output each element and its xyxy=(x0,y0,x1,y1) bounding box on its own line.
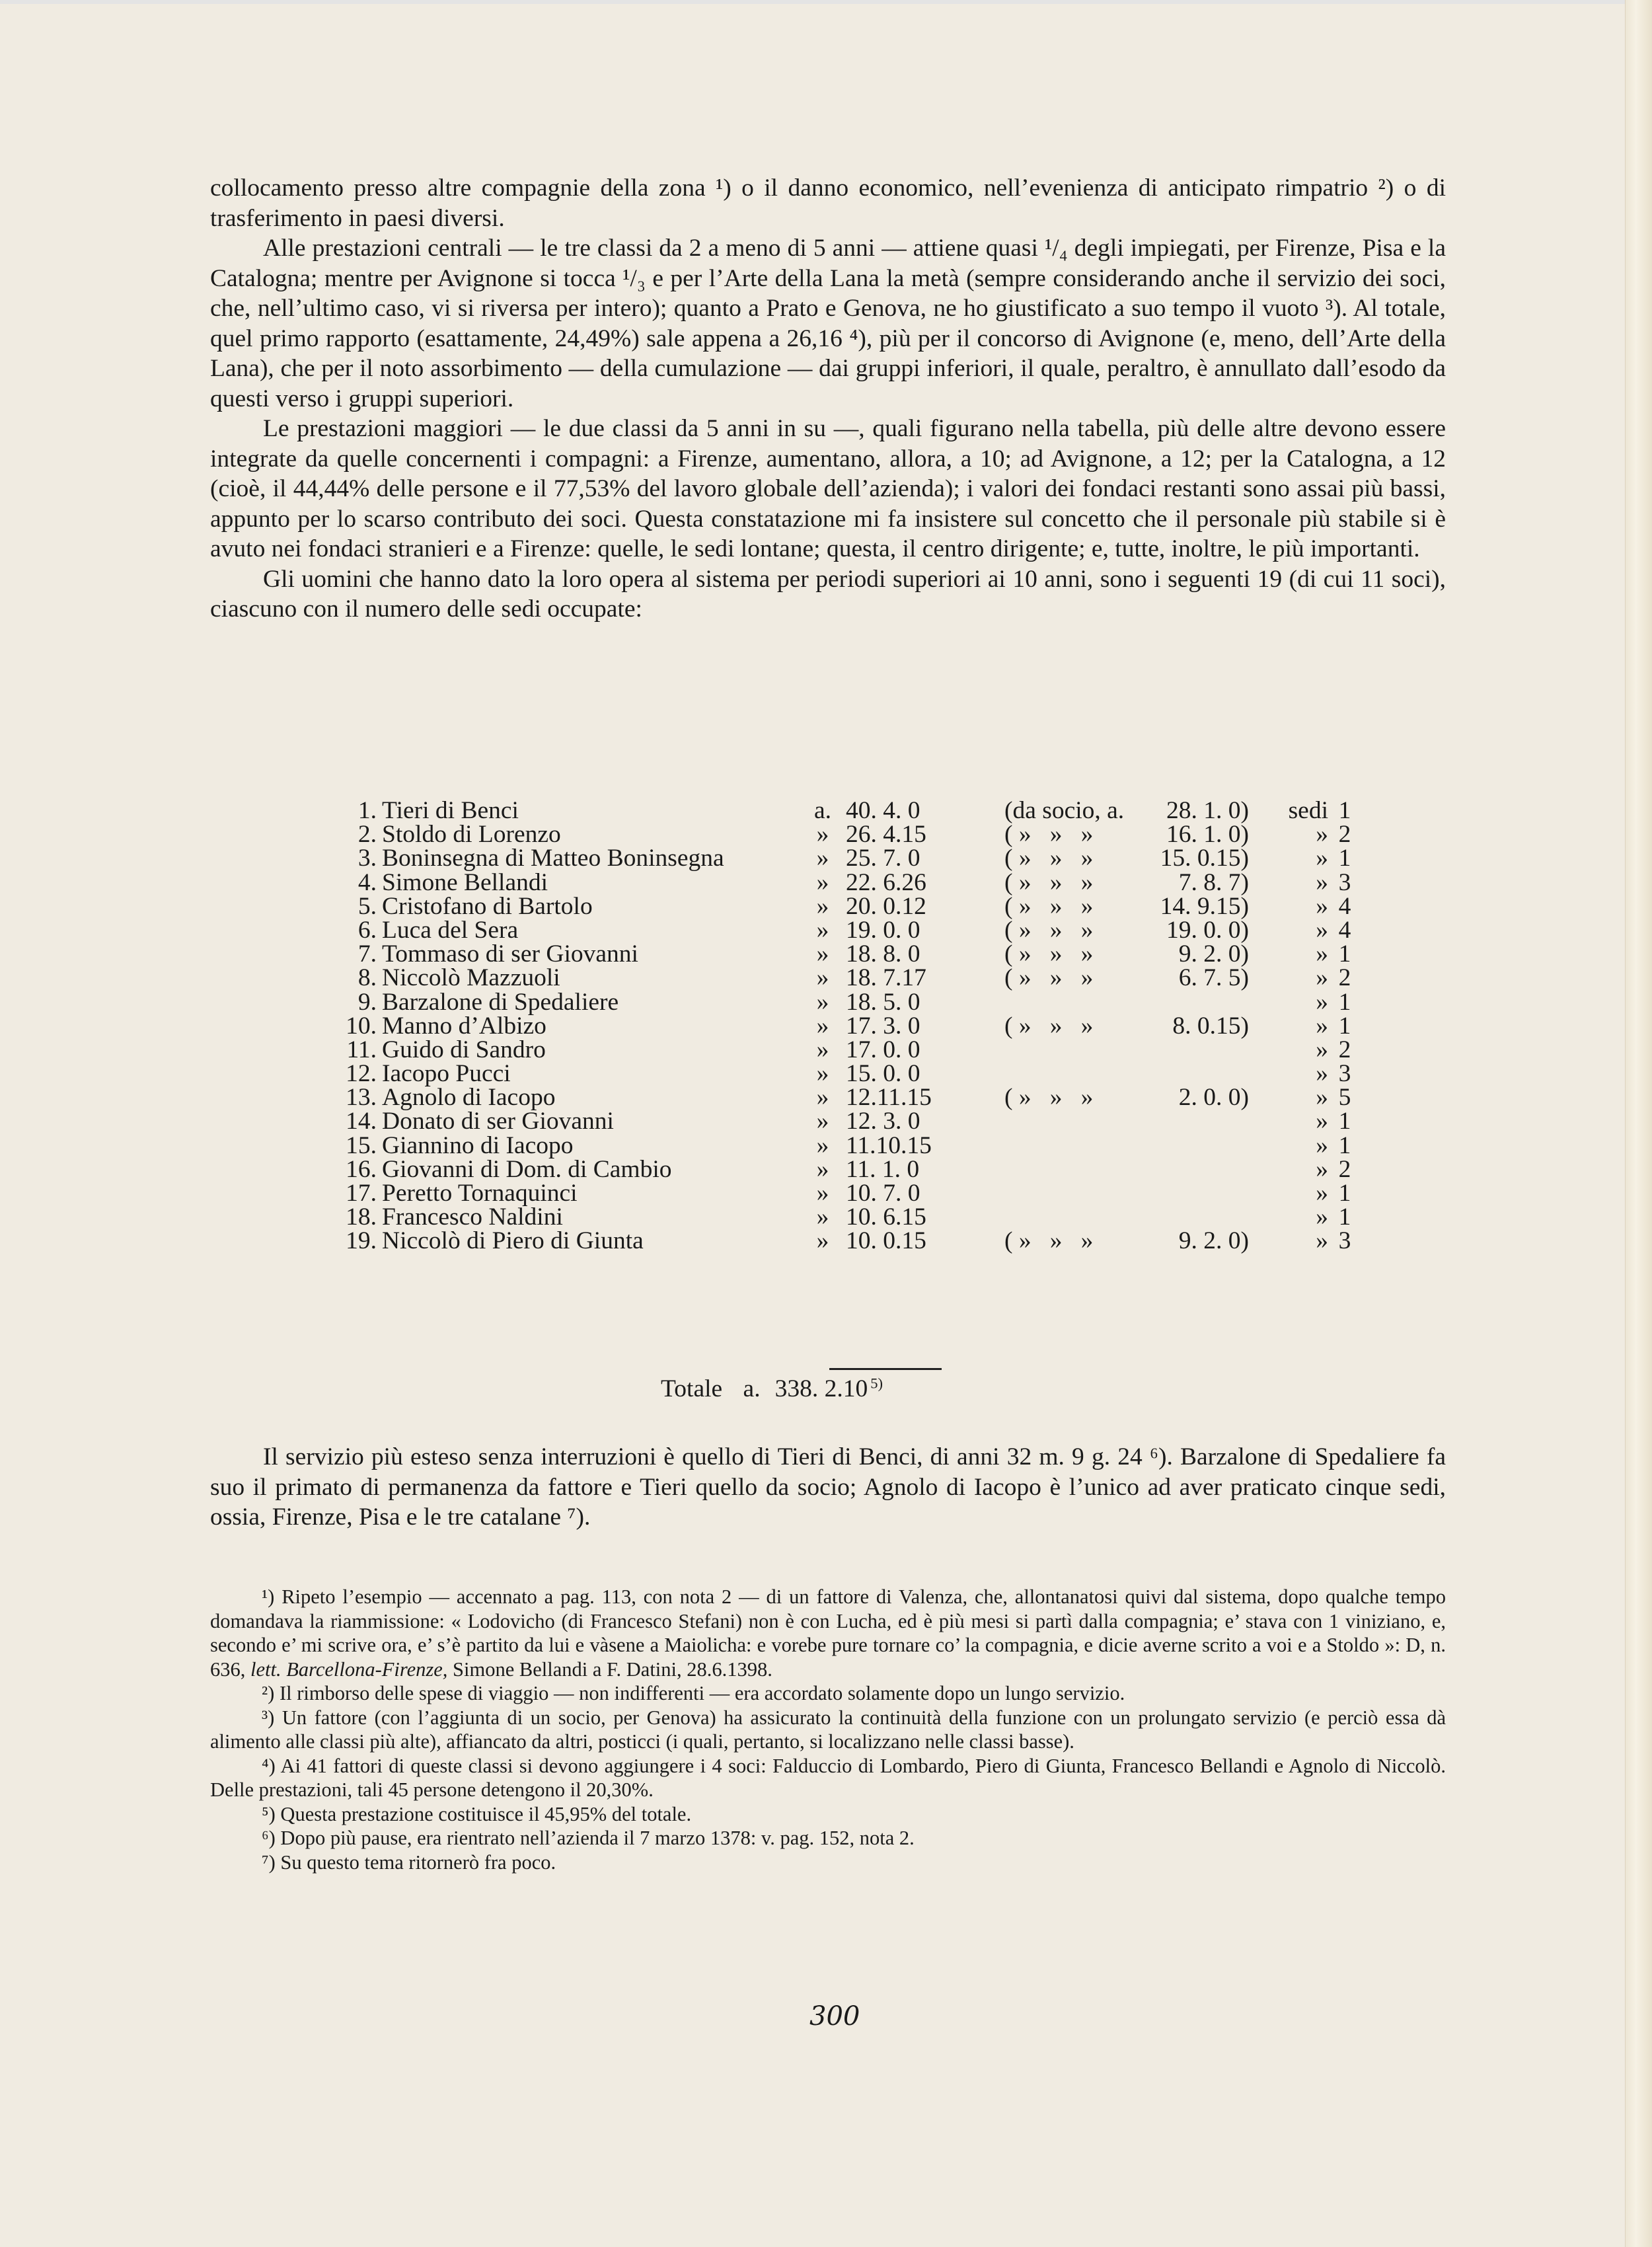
table-row xyxy=(324,820,1381,849)
row-number: 14. xyxy=(346,1108,377,1135)
footnote-tail: Simone Bellandi a F. Datini, 28.6.1398. xyxy=(447,1657,772,1681)
row-number: 10. xyxy=(346,1012,377,1040)
row-number: 8. xyxy=(357,964,377,992)
person-name: Niccolò di Piero di Giunta xyxy=(382,1227,644,1255)
service-duration: 15. 0. 0 xyxy=(846,1060,920,1088)
sedi-label: » xyxy=(1316,916,1328,944)
sedi-label: » xyxy=(1316,1155,1328,1183)
socio-duration: 8. 0.15) xyxy=(1172,1012,1249,1040)
sedi-count: 4 xyxy=(1338,892,1351,920)
duration-unit: » xyxy=(816,1227,829,1255)
sedi-count: 3 xyxy=(1338,1060,1351,1088)
person-name: Cristofano di Bartolo xyxy=(382,892,593,920)
table-row xyxy=(324,868,1381,896)
sedi-count: 4 xyxy=(1338,916,1351,944)
sedi-count: 1 xyxy=(1338,1180,1351,1207)
footnote-mark: ⁶) xyxy=(262,1827,276,1849)
footnote-text: Dopo più pause, era rientrato nell’azienda il 7 marzo 1378: v. pag. 152, nota 2. xyxy=(280,1827,915,1849)
socio-label: ( » » » xyxy=(1004,1227,1094,1255)
sedi-count: 2 xyxy=(1338,1036,1351,1063)
row-number: 1. xyxy=(357,797,377,824)
row-number: 2. xyxy=(357,821,377,849)
sedi-label: » xyxy=(1316,1108,1328,1135)
duration-unit: » xyxy=(816,1012,829,1040)
person-name: Boninsegna di Matteo Boninsegna xyxy=(382,845,724,872)
row-number: 15. xyxy=(346,1131,377,1159)
socio-duration: 16. 1. 0) xyxy=(1166,821,1249,849)
socio-duration: 9. 2. 0) xyxy=(1178,1227,1249,1255)
row-number: 4. xyxy=(357,868,377,896)
page-binding-edge xyxy=(1625,0,1652,2247)
row-number: 19. xyxy=(346,1227,377,1255)
person-name: Donato di ser Giovanni xyxy=(382,1108,614,1135)
duration-unit: » xyxy=(816,1131,829,1159)
footnote-text: Su questo tema ritornerò fra poco. xyxy=(280,1850,556,1874)
person-name: Manno d’Albizo xyxy=(382,1012,546,1040)
duration-unit: » xyxy=(816,845,829,872)
socio-label: ( » » » xyxy=(1004,845,1094,872)
sedi-label: » xyxy=(1316,868,1328,896)
service-duration: 18. 7.17 xyxy=(846,964,926,992)
total-value: 338. 2.10 xyxy=(774,1375,868,1402)
service-duration: 26. 4.15 xyxy=(846,821,926,849)
row-number: 17. xyxy=(346,1180,377,1207)
socio-label: ( » » » xyxy=(1004,916,1094,944)
sedi-label: » xyxy=(1316,1203,1328,1231)
person-name: Peretto Tornaquinci xyxy=(382,1180,578,1207)
table-row xyxy=(324,1227,1381,1255)
table-row xyxy=(324,1107,1381,1135)
sedi-count: 1 xyxy=(1338,1012,1351,1040)
person-name: Barzalone di Spedaliere xyxy=(382,988,619,1016)
person-name: Giannino di Iacopo xyxy=(382,1131,574,1159)
table-row xyxy=(324,1179,1381,1207)
sedi-count: 3 xyxy=(1338,1227,1351,1255)
service-duration: 11.10.15 xyxy=(846,1131,932,1159)
socio-duration: 28. 1. 0) xyxy=(1166,797,1249,824)
socio-label: ( » » » xyxy=(1004,1012,1094,1040)
paragraph-after-table: Il servizio più esteso senza interruzioni è quello di Tieri di Benci, di anni 32 m. 9 g. 24 ⁶). Barzalone di Spedaliere fa suo il primato di permanenza da fattore e Tieri quello da socio; Agnolo di Iacopo è l’unico ad aver praticato cinque sedi, ossia, Firenze, Pisa e le tre catalane ⁷). xyxy=(210,1443,1446,1531)
sedi-count: 1 xyxy=(1338,940,1351,968)
duration-unit: » xyxy=(816,1036,829,1063)
person-name: Tommaso di ser Giovanni xyxy=(382,940,638,968)
sedi-count: 1 xyxy=(1338,845,1351,872)
duration-unit: » xyxy=(816,1155,829,1183)
duration-unit: » xyxy=(816,916,829,944)
socio-label: (da socio, a. xyxy=(1004,797,1125,824)
person-name: Niccolò Mazzuoli xyxy=(382,964,560,992)
service-duration: 10. 7. 0 xyxy=(846,1180,920,1207)
body-text-top xyxy=(210,173,1446,625)
row-number: 16. xyxy=(346,1155,377,1183)
footnote xyxy=(210,1754,1446,1802)
row-number: 11. xyxy=(346,1036,377,1063)
paragraph-4: Gli uomini che hanno dato la loro opera al sistema per periodi superiori ai 10 anni, sono i seguenti 19 (di cui 11 soci), ciascuno con il numero delle sedi occupate: xyxy=(210,565,1446,623)
duration-unit: » xyxy=(816,1108,829,1135)
table-row xyxy=(324,1059,1381,1088)
duration-unit: » xyxy=(816,1060,829,1088)
socio-duration: 14. 9.15) xyxy=(1160,892,1249,920)
duration-unit: » xyxy=(816,964,829,992)
duration-unit: » xyxy=(816,1180,829,1207)
paragraph-3: Le prestazioni maggiori — le due classi da 5 anni in su —, quali figurano nella tabella, più delle altre devono essere integrate da quelle concernenti i compagni: a Firenze, aumentano, allora, a 10; ad Avignone, a 12; per la Catalogna, a 12 (cioè, il 44,44% delle persone e il 77,53% del lavoro globale dell’azienda); i valori dei fondaci restanti sono assai più bassi, appunto per lo scarso contributo dei soci. Questa constatazione mi fa insistere sul concetto che il personale più stabile si è avuto nei fondaci stranieri e a Firenze: quelle, le sedi lontane; questa, il centro dirigente; e, tutte, inoltre, le più importanti. xyxy=(210,415,1446,562)
table-row xyxy=(324,1203,1381,1231)
footnotes xyxy=(210,1585,1446,1874)
person-name: Stoldo di Lorenzo xyxy=(382,821,561,849)
socio-duration: 15. 0.15) xyxy=(1160,845,1249,872)
duration-unit: » xyxy=(816,821,829,849)
service-duration: 19. 0. 0 xyxy=(846,916,920,944)
socio-label: ( » » » xyxy=(1004,1084,1094,1112)
table-row xyxy=(324,988,1381,1016)
service-duration: 17. 0. 0 xyxy=(846,1036,920,1063)
socio-label: ( » » » xyxy=(1004,868,1094,896)
person-name: Guido di Sandro xyxy=(382,1036,546,1063)
footnote xyxy=(210,1802,1446,1827)
socio-label: ( » » » xyxy=(1004,964,1094,992)
sedi-label: » xyxy=(1316,1060,1328,1088)
row-number: 9. xyxy=(357,988,377,1016)
socio-label: ( » » » xyxy=(1004,821,1094,849)
sedi-label: » xyxy=(1316,940,1328,968)
duration-unit: » xyxy=(816,1203,829,1231)
body-text-after-table xyxy=(210,1442,1446,1533)
person-name: Giovanni di Dom. di Cambio xyxy=(382,1155,672,1183)
person-name: Simone Bellandi xyxy=(382,868,548,896)
footnote-text: Un fattore (con l’aggiunta di un socio, per Genova) ha assicurato la continuità della funzione con un prolungato servizio (e perciò essa dà alimento alle classi più alte), affiancato da altri, posticci (i quali, pertanto, si localizzano nelle classi basse). xyxy=(210,1706,1446,1753)
duration-unit: » xyxy=(816,988,829,1016)
table-row xyxy=(324,892,1381,920)
row-number: 3. xyxy=(357,845,377,872)
paragraph-2: Alle prestazioni centrali — le tre classi da 2 a meno di 5 anni — attiene quasi ¹/₄ degli impiegati, per Firenze, Pisa e la Catalogna; mentre per Avignone si tocca ¹/₃ e per l’Arte della Lana la metà (sempre considerando anche il servizio dei soci, che, nell’ultimo caso, vi si riversa per intero); quanto a Prato e Genova, ne ho giustificato a suo tempo il vuoto ³). Al totale, quel primo rapporto (esattamente, 24,49%) sale appena a 26,16 ⁴), più per il concorso di Avignone (e, meno, dell’Arte della Lana), che per il noto assorbimento — della cumulazione — dai gruppi inferiori, il quale, peraltro, è annullato dall’esodo da questi verso i gruppi superiori. xyxy=(210,235,1446,412)
person-name: Iacopo Pucci xyxy=(382,1060,511,1088)
socio-duration: 6. 7. 5) xyxy=(1178,964,1249,992)
socio-duration: 7. 8. 7) xyxy=(1178,868,1249,896)
footnote-text: Il rimborso delle spese di viaggio — non indifferenti — era accordato solamente dopo un lungo servizio. xyxy=(279,1682,1125,1704)
sedi-label: » xyxy=(1316,1036,1328,1063)
duration-unit: » xyxy=(816,892,829,920)
sedi-count: 1 xyxy=(1338,1203,1351,1231)
service-duration: 18. 8. 0 xyxy=(846,940,920,968)
sedi-label: » xyxy=(1316,1227,1328,1255)
sedi-count: 3 xyxy=(1338,868,1351,896)
sedi-label: » xyxy=(1316,988,1328,1016)
footnote-mark: ¹) xyxy=(262,1585,275,1608)
footnote xyxy=(210,1681,1446,1706)
sedi-count: 1 xyxy=(1338,1131,1351,1159)
sedi-count: 2 xyxy=(1338,964,1351,992)
person-name: Agnolo di Iacopo xyxy=(382,1084,556,1112)
table-row xyxy=(324,1036,1381,1063)
table-row xyxy=(324,916,1381,944)
socio-label: ( » » » xyxy=(1004,892,1094,920)
total-unit: a. xyxy=(743,1375,761,1402)
footnote-mark: ⁷) xyxy=(262,1850,276,1874)
row-number: 6. xyxy=(357,916,377,944)
sedi-label: » xyxy=(1316,1012,1328,1040)
sedi-label: » xyxy=(1316,964,1328,992)
table-row xyxy=(324,796,1381,824)
sedi-label: » xyxy=(1316,1180,1328,1207)
table-row xyxy=(324,1083,1381,1112)
footnote-citation: lett. Barcellona-Firenze, xyxy=(250,1657,448,1681)
duration-unit: » xyxy=(816,868,829,896)
table-row xyxy=(324,1012,1381,1040)
socio-label: ( » » » xyxy=(1004,940,1094,968)
footnote xyxy=(210,1585,1446,1681)
footnote-mark: ³) xyxy=(262,1706,275,1729)
service-duration: 10. 6.15 xyxy=(846,1203,926,1231)
person-name: Tieri di Benci xyxy=(382,797,519,824)
row-number: 5. xyxy=(357,892,377,920)
socio-duration: 2. 0. 0) xyxy=(1178,1084,1249,1112)
sedi-label: » xyxy=(1316,821,1328,849)
sedi-label: » xyxy=(1316,845,1328,872)
sedi-count: 2 xyxy=(1338,821,1351,849)
page-number: 300 xyxy=(809,2001,860,2032)
sedi-label: sedi xyxy=(1288,797,1328,824)
scan-top-edge xyxy=(0,0,1652,4)
table-row xyxy=(324,940,1381,968)
table-row xyxy=(324,844,1381,872)
sedi-count: 1 xyxy=(1338,797,1351,824)
duration-unit: a. xyxy=(813,797,832,824)
sedi-count: 1 xyxy=(1338,988,1351,1016)
footnote-text: Ai 41 fattori di queste classi si devono aggiungere i 4 soci: Falduccio di Lombardo, Piero di Giunta, Francesco Bellandi e Agnolo di Niccolò. Delle prestazioni, tali 45 persone detengono il 20,30%. xyxy=(210,1754,1446,1801)
sedi-label: » xyxy=(1316,892,1328,920)
service-duration: 12. 3. 0 xyxy=(846,1108,920,1135)
footnote-text: Questa prestazione costituisce il 45,95% del totale. xyxy=(280,1802,692,1825)
row-number: 7. xyxy=(357,940,377,968)
service-duration: 12.11.15 xyxy=(846,1084,932,1112)
person-name: Luca del Sera xyxy=(382,916,519,944)
duration-unit: » xyxy=(816,1084,829,1112)
sedi-label: » xyxy=(1316,1084,1328,1112)
table-row xyxy=(324,1131,1381,1159)
sedi-count: 5 xyxy=(1338,1084,1351,1112)
footnote-mark: ²) xyxy=(262,1682,275,1704)
sedi-label: » xyxy=(1316,1131,1328,1159)
employees-table xyxy=(324,796,1381,1255)
person-name: Francesco Naldini xyxy=(382,1203,563,1231)
paragraph-1: collocamento presso altre compagnie della zona ¹) o il danno economico, nell’evenienza di anticipato rimpatrio ²) o di trasferimento in paesi diversi. xyxy=(210,174,1446,232)
total-rule xyxy=(829,1368,942,1370)
total-row xyxy=(661,1375,883,1403)
service-duration: 18. 5. 0 xyxy=(846,988,920,1016)
socio-duration: 19. 0. 0) xyxy=(1166,916,1249,944)
total-label: Totale xyxy=(661,1375,723,1402)
row-number: 12. xyxy=(346,1060,377,1088)
footnote-mark: ⁵) xyxy=(262,1802,276,1825)
table-row xyxy=(324,964,1381,992)
duration-unit: » xyxy=(816,940,829,968)
row-number: 18. xyxy=(346,1203,377,1231)
total-footnote-ref: 5) xyxy=(870,1375,883,1392)
service-duration: 25. 7. 0 xyxy=(846,845,920,872)
service-duration: 22. 6.26 xyxy=(846,868,926,896)
sedi-count: 1 xyxy=(1338,1108,1351,1135)
footnote xyxy=(210,1706,1446,1754)
service-duration: 40. 4. 0 xyxy=(846,797,920,824)
footnote-text: Ripeto l’esempio — accennato a pag. 113, con nota 2 — di un fattore di Valenza, che, allontanatosi quivi dal sistema, dopo qualche tempo domandava la riammissione: « Lodovicho (di Francesco Stefani) non è con Lucha, ed è più mesi si partì dalla compagnia; e’ stava con 1 viniziano, e, secondo e’ mi scrive ora, e’ s’è partito da lui e vàsene a Maiolicha: e vorebe pure tornare co’ la compagnia, e dicie averne scrito a voi e a Stoldo »: D, n. 636, xyxy=(210,1585,1446,1681)
socio-duration: 9. 2. 0) xyxy=(1178,940,1249,968)
sedi-count: 2 xyxy=(1338,1155,1351,1183)
service-duration: 11. 1. 0 xyxy=(846,1155,920,1183)
service-duration: 10. 0.15 xyxy=(846,1227,926,1255)
footnote xyxy=(210,1826,1446,1850)
service-duration: 20. 0.12 xyxy=(846,892,926,920)
row-number: 13. xyxy=(346,1084,377,1112)
footnote-mark: ⁴) xyxy=(262,1754,276,1777)
table-row xyxy=(324,1155,1381,1183)
service-duration: 17. 3. 0 xyxy=(846,1012,920,1040)
footnote xyxy=(210,1850,1446,1875)
